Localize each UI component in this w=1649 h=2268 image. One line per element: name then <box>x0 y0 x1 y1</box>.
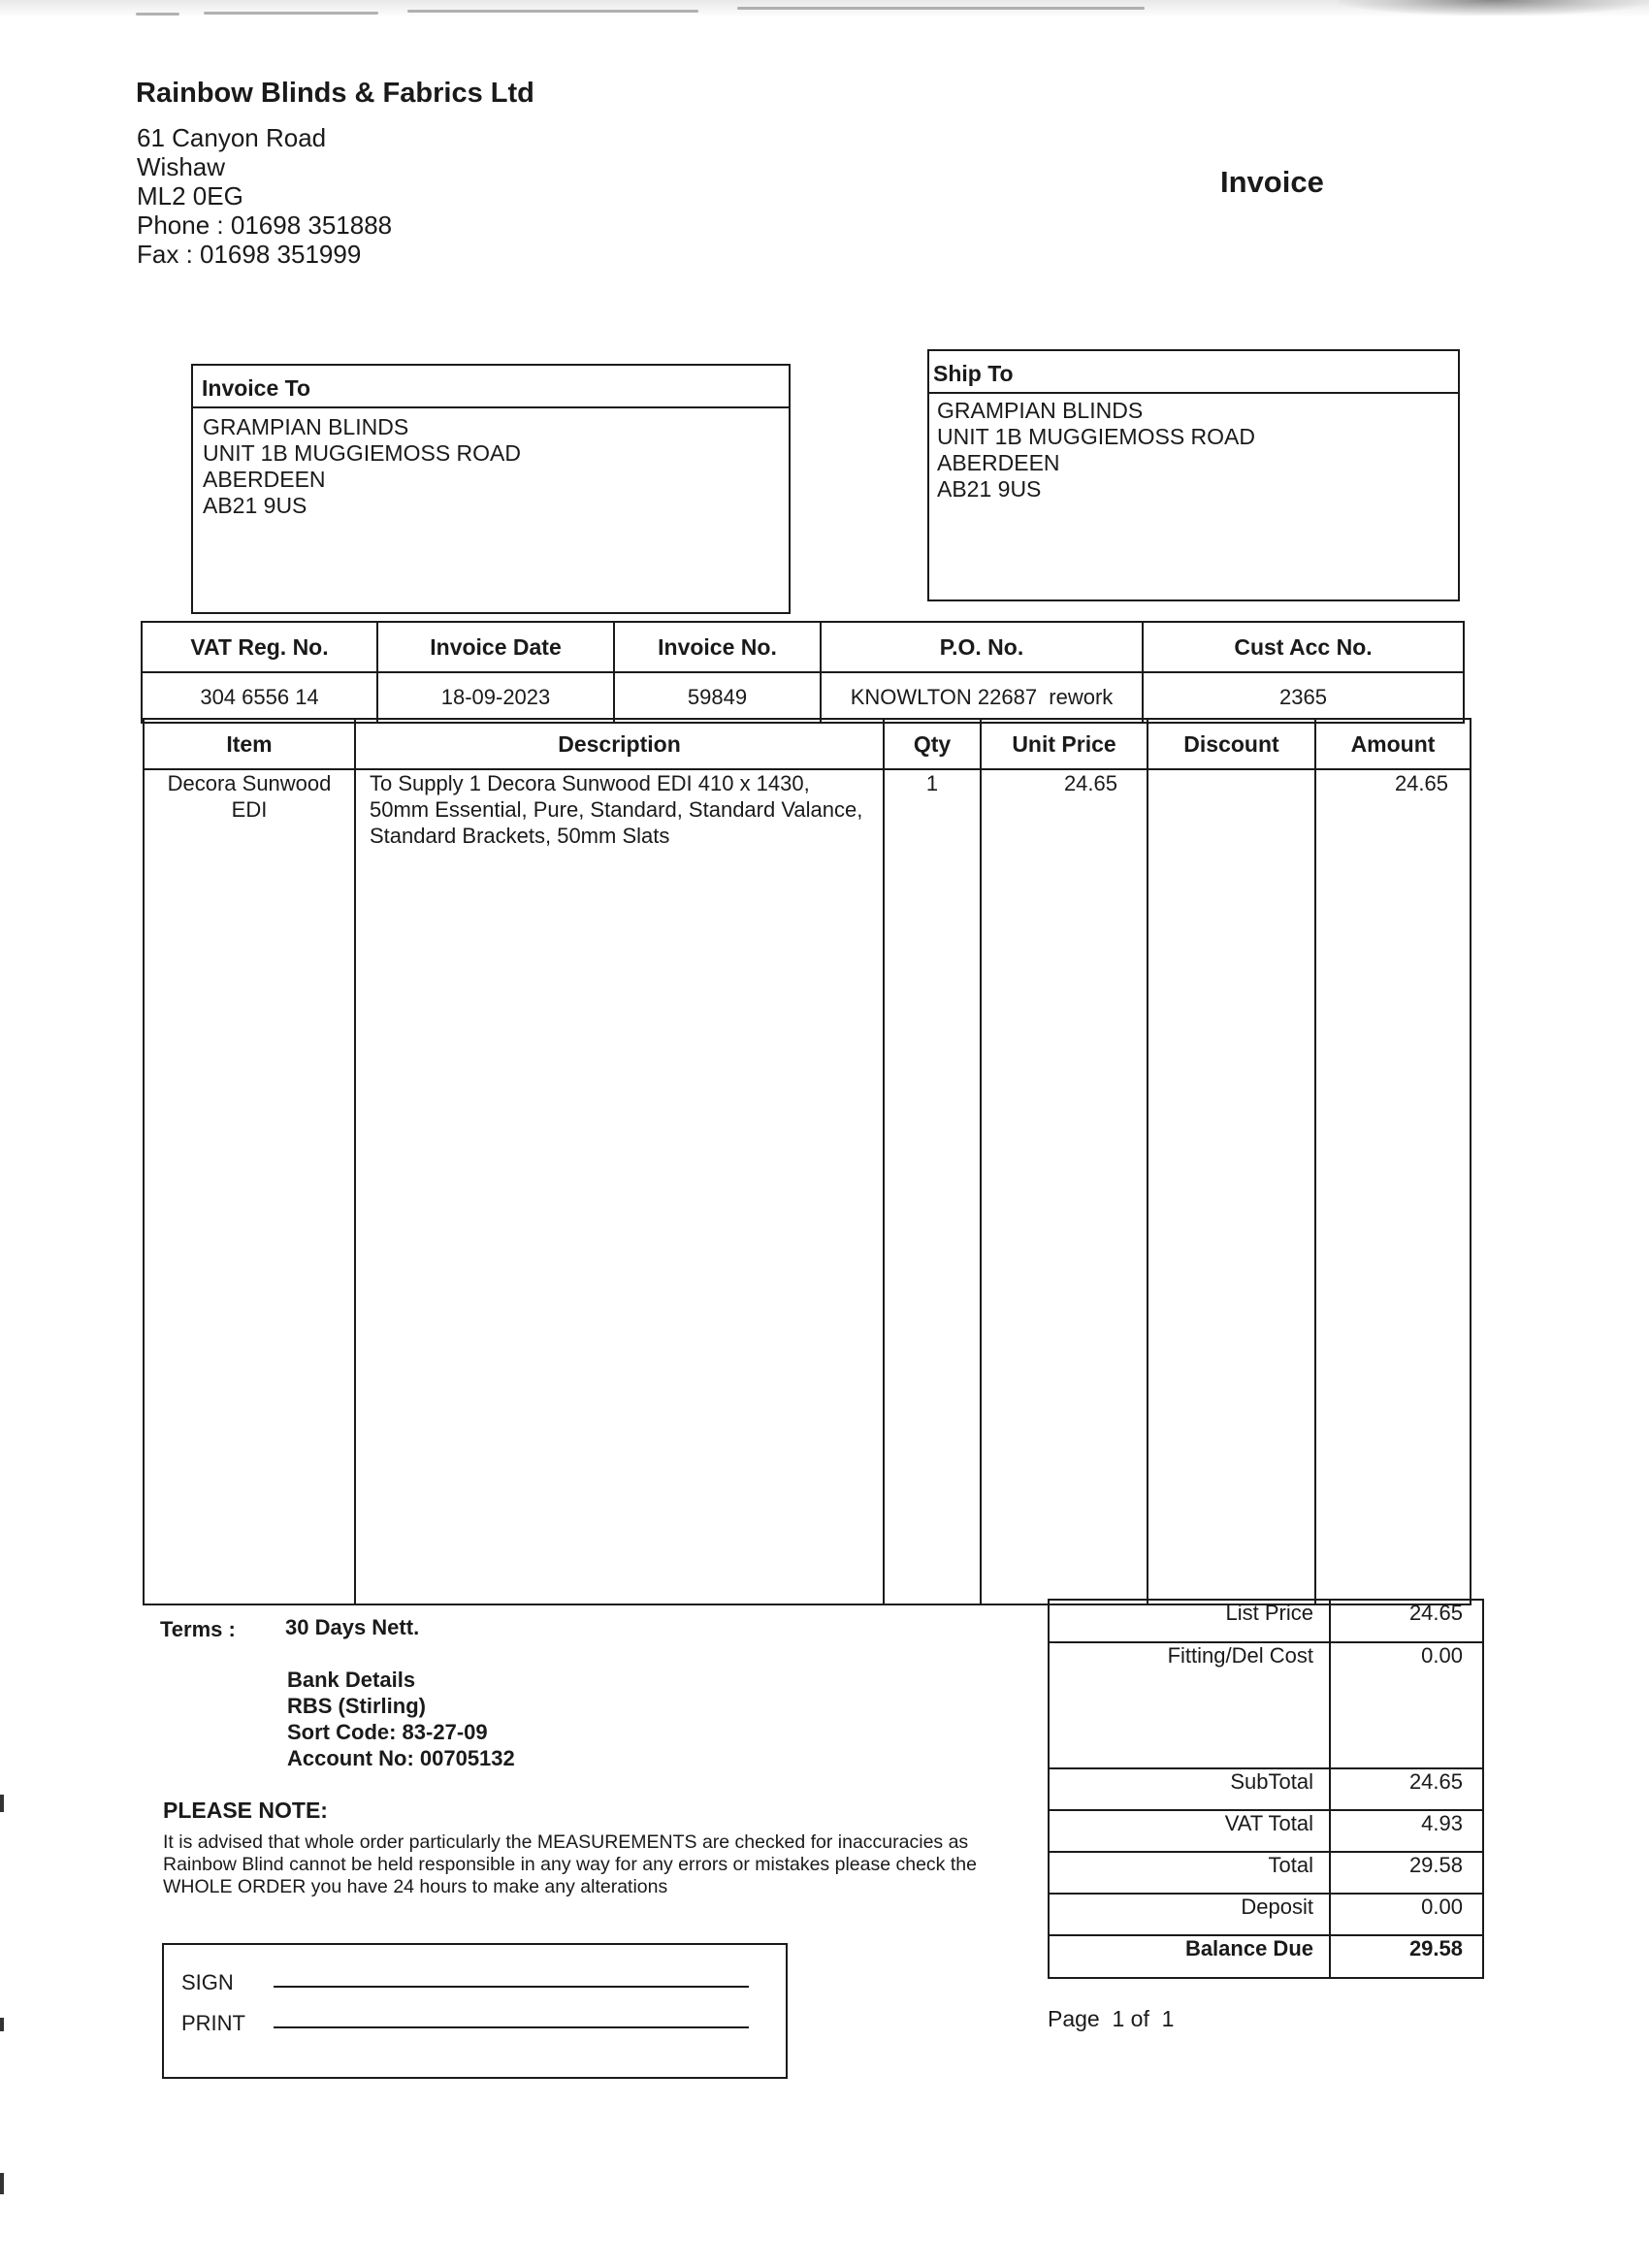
po-no: KNOWLTON 22687 rework <box>821 672 1143 723</box>
company-address-line: 61 Canyon Road <box>137 123 327 152</box>
deposit-label: Deposit <box>1049 1894 1330 1935</box>
item-description: To Supply 1 Decora Sunwood EDI 410 x 1430, 50mm Essential, Pure, Standard, Standard Valance, Standard Brackets, 50mm Slats <box>355 769 884 1604</box>
totals-row <box>1049 1642 1483 1768</box>
vat-total-value: 4.93 <box>1330 1810 1483 1852</box>
note-title: PLEASE NOTE: <box>163 1798 328 1823</box>
total-value: 29.58 <box>1330 1852 1483 1894</box>
balance-due-label: Balance Due <box>1049 1935 1330 1978</box>
bank-sort-code: Sort Code: 83-27-09 <box>287 1720 488 1744</box>
scan-streak <box>737 7 1145 10</box>
deposit-value: 0.00 <box>1330 1894 1483 1935</box>
company-fax: Fax : 01698 351999 <box>137 240 362 269</box>
sign-label: SIGN <box>181 1970 234 1994</box>
totals-row <box>1049 1600 1483 1642</box>
totals-row <box>1049 1852 1483 1894</box>
ship-to-address <box>929 394 1458 502</box>
header-invoice-date: Invoice Date <box>377 622 614 672</box>
header-description: Description <box>355 719 884 769</box>
header-vat-reg-no: VAT Reg. No. <box>142 622 377 672</box>
list-price-value: 24.65 <box>1330 1600 1483 1642</box>
header-qty: Qty <box>884 719 981 769</box>
invoice-to-line: UNIT 1B MUGGIEMOSS ROAD <box>203 440 522 466</box>
vat-reg-no: 304 6556 14 <box>142 672 377 723</box>
company-name: Rainbow Blinds & Fabrics Ltd <box>136 78 534 109</box>
line-items-table <box>143 718 1471 1605</box>
table-row <box>144 769 1471 1604</box>
ship-to-line: UNIT 1B MUGGIEMOSS ROAD <box>937 424 1256 449</box>
scan-streak <box>407 10 698 13</box>
ship-to-line: AB21 9US <box>937 476 1042 502</box>
ship-to-heading: Ship To <box>929 351 1458 394</box>
item-unit-price: 24.65 <box>981 769 1148 1604</box>
document-title: Invoice <box>1220 165 1324 199</box>
totals-row <box>1049 1894 1483 1935</box>
scan-edge-mark <box>0 2173 4 2194</box>
invoice-to-line: GRAMPIAN BLINDS <box>203 414 409 439</box>
terms-value: 30 Days Nett. <box>285 1615 420 1639</box>
page-number: Page 1 of 1 <box>1048 2006 1175 2031</box>
item-amount: 24.65 <box>1315 769 1471 1604</box>
cust-acc-no: 2365 <box>1143 672 1464 723</box>
terms-label: Terms : <box>160 1617 236 1641</box>
fitting-del-cost-value: 0.00 <box>1330 1642 1483 1768</box>
bank-name: RBS (Stirling) <box>287 1694 426 1718</box>
scan-edge-mark <box>0 2018 4 2031</box>
company-address-line: ML2 0EG <box>137 181 243 211</box>
item-qty: 1 <box>884 769 981 1604</box>
invoice-to-heading: Invoice To <box>193 366 789 408</box>
scan-edge-mark <box>0 1795 4 1812</box>
totals-row <box>1049 1935 1483 1978</box>
ship-to-box <box>927 349 1460 601</box>
invoice-to-address <box>193 408 789 519</box>
invoice-to-box <box>191 364 791 614</box>
sign-field[interactable] <box>274 1986 749 1988</box>
header-invoice-no: Invoice No. <box>614 622 821 672</box>
item-name: Decora Sunwood EDI <box>144 769 355 1604</box>
invoice-to-line: ABERDEEN <box>203 467 326 492</box>
company-address-line: Wishaw <box>137 152 226 181</box>
bank-details-heading: Bank Details <box>287 1668 416 1692</box>
scan-shadow <box>1339 0 1649 16</box>
header-discount: Discount <box>1148 719 1315 769</box>
subtotal-label: SubTotal <box>1049 1768 1330 1810</box>
invoice-info-table <box>141 621 1465 724</box>
ship-to-line: GRAMPIAN BLINDS <box>937 398 1144 423</box>
header-unit-price: Unit Price <box>981 719 1148 769</box>
scan-streak <box>136 13 179 16</box>
totals-row <box>1049 1810 1483 1852</box>
bank-account-no: Account No: 00705132 <box>287 1746 515 1770</box>
scan-streak <box>204 12 378 15</box>
invoice-no: 59849 <box>614 672 821 723</box>
company-phone: Phone : 01698 351888 <box>137 211 393 240</box>
invoice-date: 18-09-2023 <box>377 672 614 723</box>
ship-to-line: ABERDEEN <box>937 450 1060 475</box>
totals-row <box>1049 1768 1483 1810</box>
subtotal-value: 24.65 <box>1330 1768 1483 1810</box>
item-discount <box>1148 769 1315 1604</box>
fitting-del-cost-label: Fitting/Del Cost <box>1049 1642 1330 1768</box>
total-label: Total <box>1049 1852 1330 1894</box>
header-po-no: P.O. No. <box>821 622 1143 672</box>
print-label: PRINT <box>181 2011 245 2035</box>
invoice-to-line: AB21 9US <box>203 493 307 518</box>
header-item: Item <box>144 719 355 769</box>
totals-table <box>1048 1599 1484 1979</box>
print-field[interactable] <box>274 2026 749 2028</box>
header-cust-acc-no: Cust Acc No. <box>1143 622 1464 672</box>
balance-due-value: 29.58 <box>1330 1935 1483 1978</box>
vat-total-label: VAT Total <box>1049 1810 1330 1852</box>
header-amount: Amount <box>1315 719 1471 769</box>
note-text: It is advised that whole order particularly the MEASUREMENTS are checked for inaccuracies as Rainbow Blind cannot be held responsible in any way for any errors or mistakes please check the WHOLE ORDER you have 24 hours to make any alterations <box>163 1831 977 1897</box>
list-price-label: List Price <box>1049 1600 1330 1642</box>
signature-box <box>162 1943 788 2079</box>
